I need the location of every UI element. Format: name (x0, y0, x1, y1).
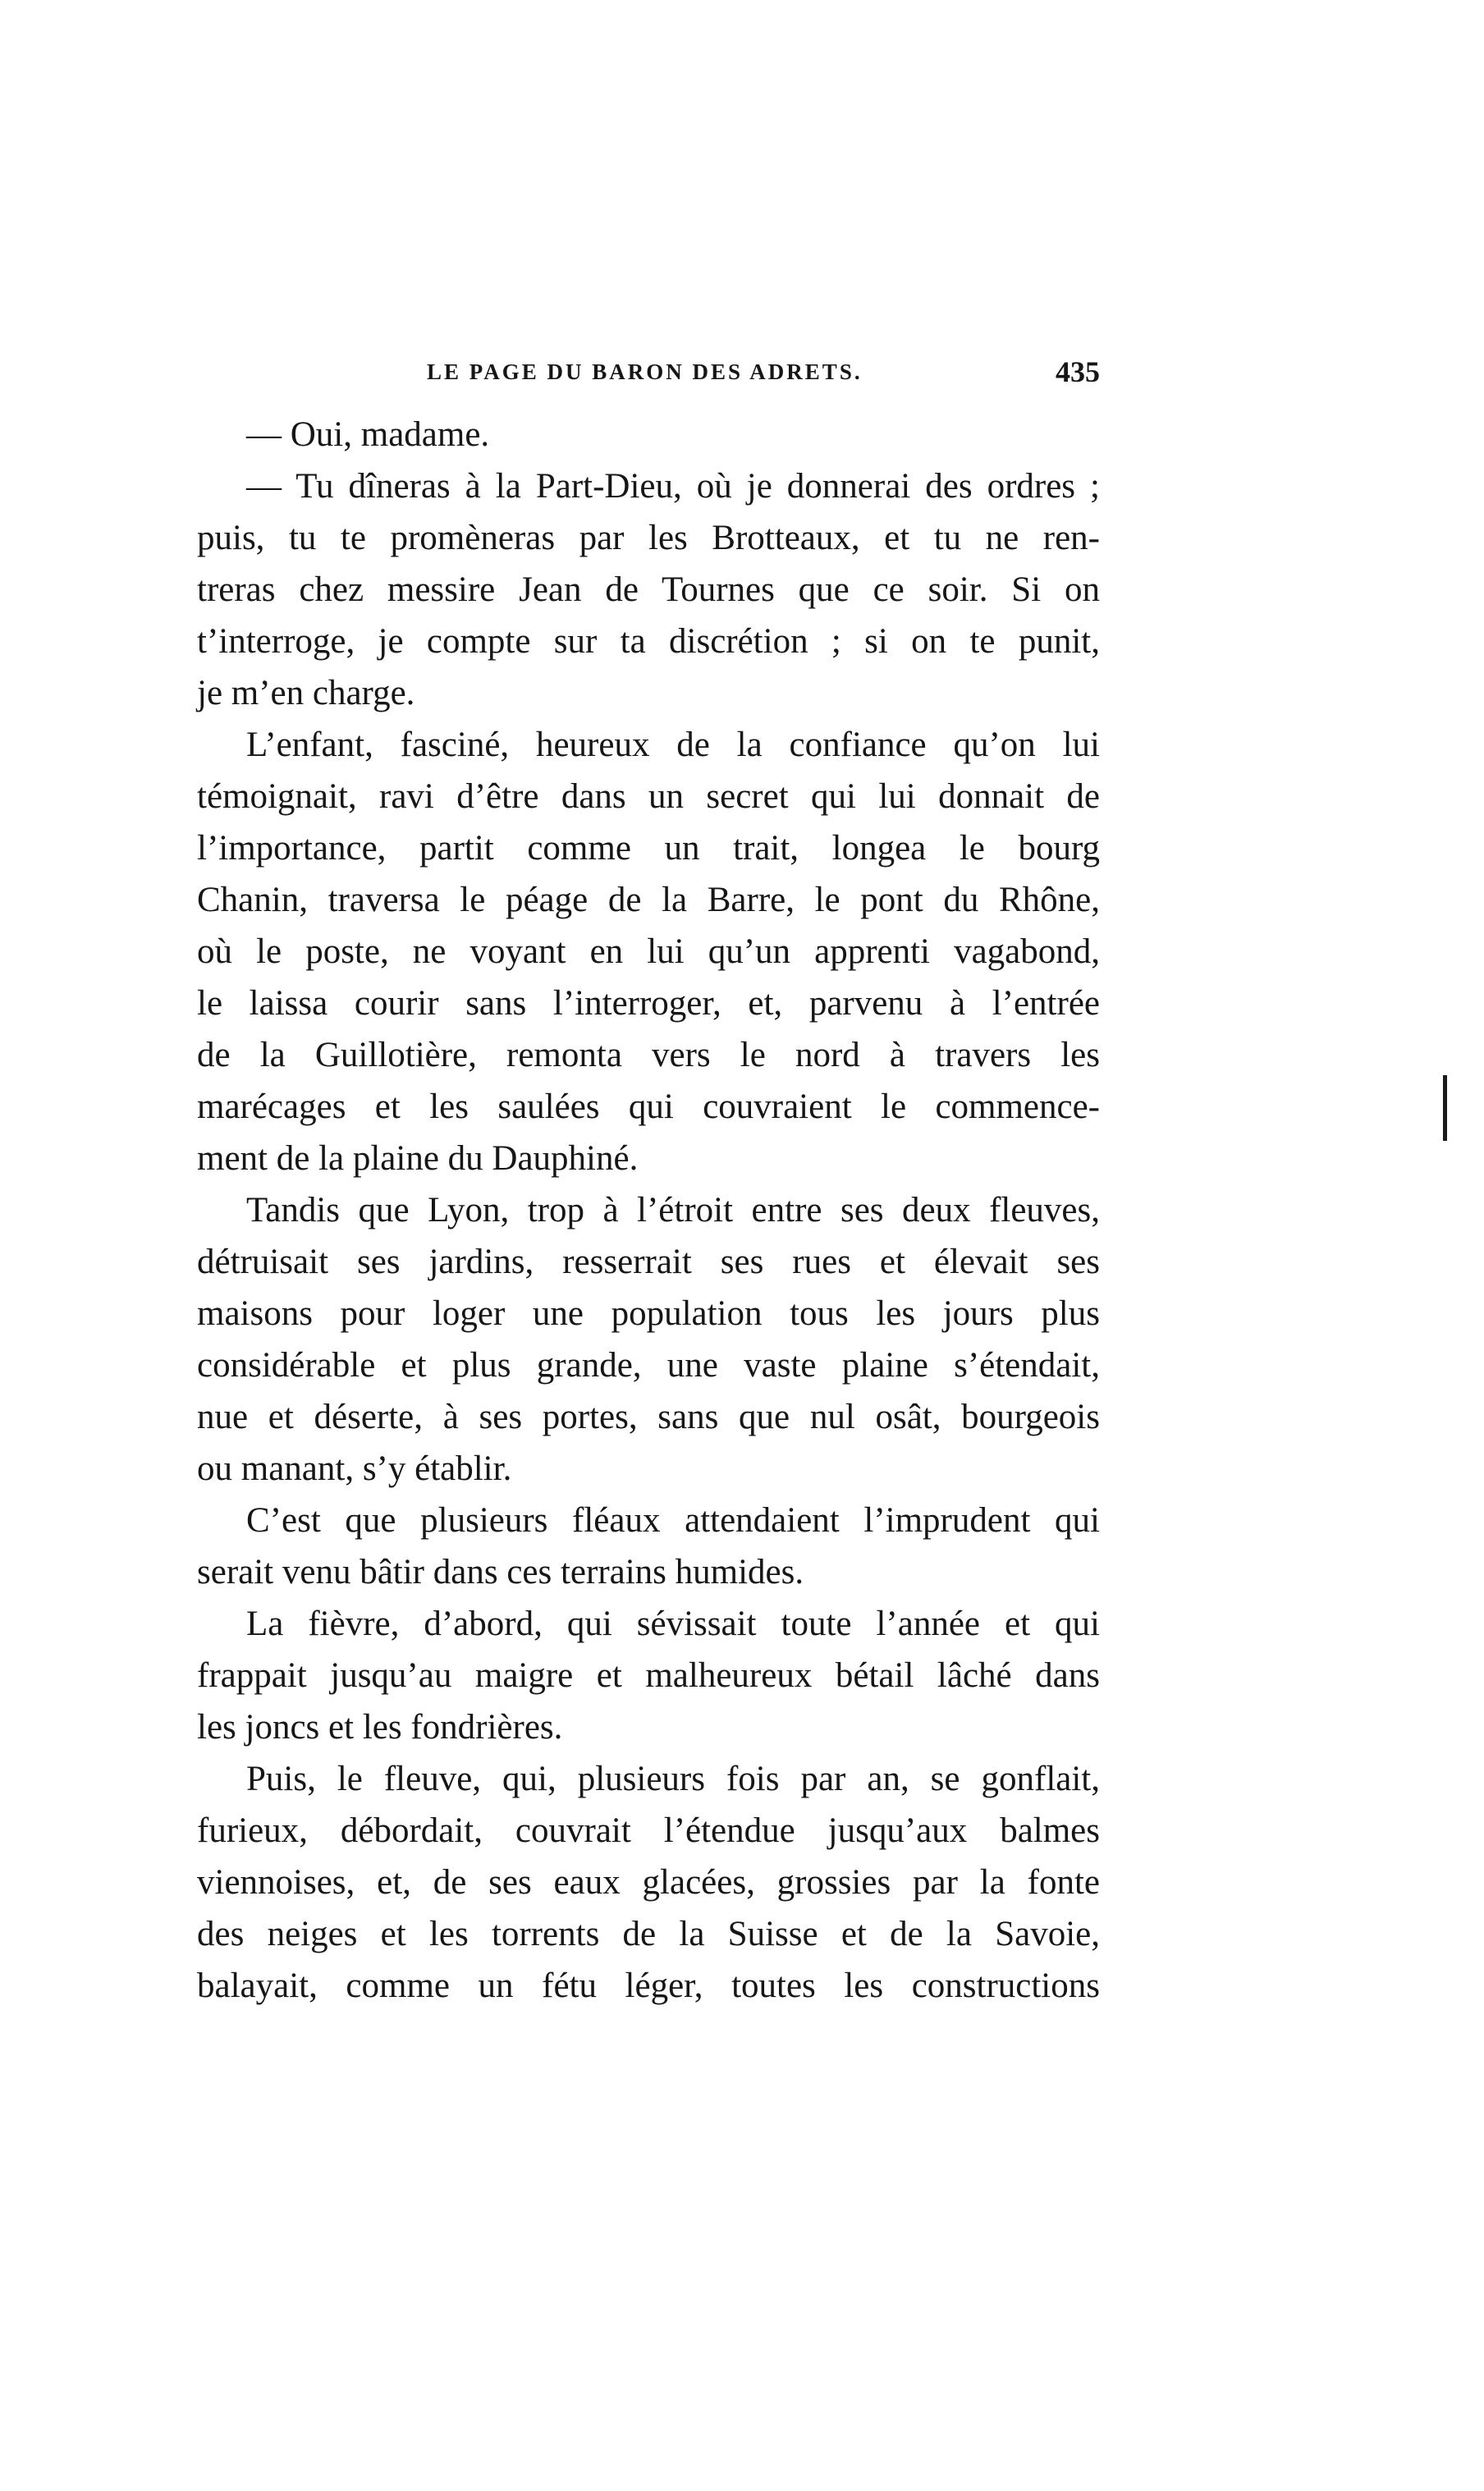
paragraph-river-flood (197, 1753, 1100, 2012)
text-line: détruisait ses jardins, resserrait ses rues et élevait ses (197, 1243, 1100, 1281)
text-line: viennoises, et, de ses eaux glacées, grossies par la fonte (197, 1863, 1100, 1902)
page-number: 435 (1056, 355, 1100, 388)
text-line: t’interroge, je compte sur ta discrétion ; si on te punit, (197, 622, 1100, 661)
text-line: de la Guillotière, remonta vers le nord à travers les (197, 1036, 1100, 1074)
text-line: frappait jusqu’au maigre et malheureux bétail lâché dans (197, 1656, 1100, 1695)
text-line: La fièvre, d’abord, qui sévissait toute l’année et qui (246, 1605, 1100, 1643)
text-line: treras chez messire Jean de Tournes que ce soir. Si on (197, 570, 1100, 609)
text-line: balayait, comme un fétu léger, toutes les constructions (197, 1967, 1100, 2005)
text-line: furieux, débordait, couvrait l’étendue jusqu’aux balmes (197, 1811, 1100, 1850)
text-line: Chanin, traversa le péage de la Barre, le pont du Rhône, (197, 881, 1100, 919)
text-line: le laissa courir sans l’interroger, et, parvenu à l’entrée (197, 984, 1100, 1023)
text-line: Tandis que Lyon, trop à l’étroit entre ses deux fleuves, (246, 1191, 1100, 1229)
text-line: nue et déserte, à ses portes, sans que nul osât, bourgeois (197, 1398, 1100, 1436)
paragraph-child-journey (197, 719, 1100, 1184)
text-line: Puis, le fleuve, qui, plusieurs fois par an, se gonflait, (246, 1760, 1100, 1798)
paragraph-fever (197, 1598, 1100, 1753)
running-head (197, 355, 1100, 396)
text-line: l’importance, partit comme un trait, longea le bourg (197, 829, 1100, 868)
text-line: marécages et les saulées qui couvraient le commence- (197, 1088, 1100, 1126)
text-line: les joncs et les fondrières. (197, 1708, 563, 1747)
text-line: L’enfant, fasciné, heureux de la confiance qu’on lui (246, 726, 1100, 764)
text-line: — Tu dîneras à la Part-Dieu, où je donnerai des ordres ; (246, 467, 1100, 506)
text-line: considérable et plus grande, une vaste plaine s’étendait, (197, 1346, 1100, 1385)
paragraph-lyon-plain (197, 1184, 1100, 1495)
text-line: ment de la plaine du Dauphiné. (197, 1139, 639, 1178)
paragraph-scourges (197, 1495, 1100, 1598)
paragraph-reply (197, 409, 1100, 460)
text-line: serait venu bâtir dans ces terrains humides. (197, 1553, 804, 1591)
text-line: C’est que plusieurs fléaux attendaient l’imprudent qui (246, 1501, 1100, 1540)
text-line: — Oui, madame. (246, 415, 490, 454)
text-line: je m’en charge. (197, 674, 415, 712)
text-line: maisons pour loger une population tous les jours plus (197, 1294, 1100, 1333)
text-line: où le poste, ne voyant en lui qu’un apprenti vagabond, (197, 932, 1100, 971)
body-text (197, 409, 1100, 2012)
text-line: puis, tu te promèneras par les Brotteaux, et tu ne ren- (197, 519, 1100, 557)
text-line: des neiges et les torrents de la Suisse et de la Savoie, (197, 1915, 1100, 1953)
paragraph-instructions (197, 460, 1100, 719)
text-line: ou manant, s’y établir. (197, 1449, 512, 1488)
text-line: témoignait, ravi d’être dans un secret qui lui donnait de (197, 777, 1100, 816)
scan-mark (1443, 1075, 1447, 1141)
running-title: LE PAGE DU BARON DES ADRETS. (427, 359, 863, 384)
